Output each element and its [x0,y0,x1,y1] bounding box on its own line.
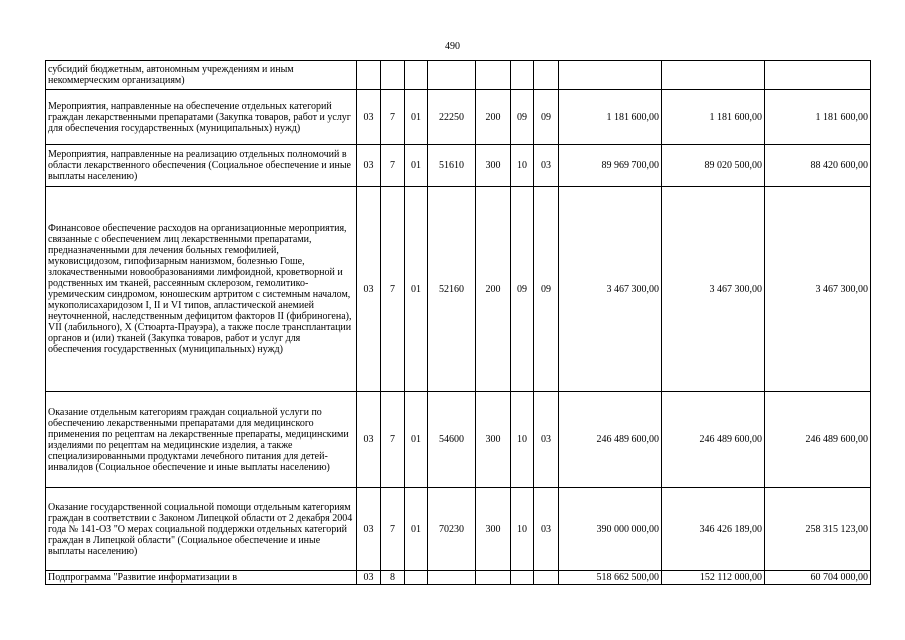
table-row [46,90,871,145]
code-cell: 03 [357,488,381,571]
amount-cell: 89 969 700,00 [559,145,662,187]
table-body [46,61,871,585]
amount-cell: 346 426 189,00 [662,488,765,571]
amount-cell: 89 020 500,00 [662,145,765,187]
code-cell: 54600 [428,392,476,488]
code-cell: 03 [534,392,559,488]
code-cell [476,61,511,90]
code-cell: 01 [405,90,428,145]
code-cell: 03 [534,488,559,571]
row-name: Финансовое обеспечение расходов на организационные мероприятия, связанные с обеспечением лиц лекарственными препаратами, предназначенными для лечения больных гемофилией, муковисцидозом, гипофизарным нанизмом, болезнью Гоше, злокачественными новообразованиями лимфоидной, кроветворной и родственных им тканей, рассеянным склерозом, гемолитико-уремическим синдромом, юношеским артритом с системным началом, мукополисахаридозом I, II и VI типов, апластической анемией неуточненной, наследственным дефицитом факторов II (фибриногена), VII (лабильного), X (Стюарта-Прауэра), а также после трансплантации органов и (или) тканей (Закупка товаров, работ и услуг для обеспечения государственных (муниципальных) нужд) [46,187,357,392]
code-cell: 7 [381,488,405,571]
code-cell [405,571,428,585]
budget-table [45,60,871,585]
code-cell: 200 [476,187,511,392]
code-cell: 10 [511,145,534,187]
table-row [46,571,871,585]
amount-cell: 3 467 300,00 [662,187,765,392]
code-cell: 8 [381,571,405,585]
page-number: 490 [445,41,460,52]
amount-cell [662,61,765,90]
code-cell: 01 [405,187,428,392]
code-cell: 300 [476,488,511,571]
amount-cell: 60 704 000,00 [765,571,871,585]
code-cell: 7 [381,90,405,145]
code-cell: 22250 [428,90,476,145]
code-cell: 03 [357,145,381,187]
code-cell: 300 [476,145,511,187]
code-cell: 7 [381,145,405,187]
code-cell: 10 [511,488,534,571]
code-cell: 01 [405,145,428,187]
code-cell [511,571,534,585]
code-cell: 51610 [428,145,476,187]
row-name: Мероприятия, направленные на обеспечение отдельных категорий граждан лекарственными препаратами (Закупка товаров, работ и услуг для обеспечения государственных (муниципальных) нужд) [46,90,357,145]
amount-cell [559,61,662,90]
amount-cell: 518 662 500,00 [559,571,662,585]
row-name: Оказание государственной социальной помощи отдельным категориям граждан в соответствии с Законом Липецкой области от 2 декабря 2004 года № 141-ОЗ "О мерах социальной поддержки отдельных категорий граждан в Липецкой области" (Социальное обеспечение и иные выплаты населению) [46,488,357,571]
code-cell: 09 [511,187,534,392]
code-cell: 03 [357,392,381,488]
code-cell [357,61,381,90]
table-row [46,187,871,392]
amount-cell: 246 489 600,00 [662,392,765,488]
amount-cell: 246 489 600,00 [765,392,871,488]
code-cell [381,61,405,90]
code-cell: 01 [405,392,428,488]
code-cell [428,61,476,90]
row-name: Подпрограмма "Развитие информатизации в [46,571,357,585]
amount-cell: 1 181 600,00 [765,90,871,145]
row-name: Мероприятия, направленные на реализацию отдельных полномочий в области лекарственного обеспечения (Социальное обеспечение и иные выплаты населению) [46,145,357,187]
code-cell: 09 [511,90,534,145]
amount-cell: 246 489 600,00 [559,392,662,488]
code-cell: 03 [534,145,559,187]
amount-cell: 3 467 300,00 [559,187,662,392]
code-cell: 7 [381,392,405,488]
code-cell: 03 [357,571,381,585]
code-cell: 52160 [428,187,476,392]
amount-cell: 88 420 600,00 [765,145,871,187]
code-cell: 200 [476,90,511,145]
table-row [46,392,871,488]
code-cell: 03 [357,187,381,392]
code-cell: 09 [534,187,559,392]
amount-cell [765,61,871,90]
code-cell: 10 [511,392,534,488]
table-row [46,61,871,90]
code-cell [428,571,476,585]
code-cell: 09 [534,90,559,145]
table-row [46,488,871,571]
code-cell [534,61,559,90]
amount-cell: 390 000 000,00 [559,488,662,571]
amount-cell: 1 181 600,00 [559,90,662,145]
code-cell [405,61,428,90]
code-cell: 01 [405,488,428,571]
row-name: субсидий бюджетным, автономным учреждениям и иным некоммерческим организациям) [46,61,357,90]
row-name: Оказание отдельным категориям граждан социальной услуги по обеспечению лекарственными препаратами для медицинского применения по рецептам на лекарственные препараты, медицинскими изделиями по рецептам на медицинские изделия, а также специализированными продуктами лечебного питания для детей-инвалидов (Социальное обеспечение и иные выплаты населению) [46,392,357,488]
amount-cell: 3 467 300,00 [765,187,871,392]
code-cell [476,571,511,585]
code-cell: 7 [381,187,405,392]
code-cell: 70230 [428,488,476,571]
code-cell [511,61,534,90]
code-cell: 03 [357,90,381,145]
amount-cell: 152 112 000,00 [662,571,765,585]
amount-cell: 1 181 600,00 [662,90,765,145]
code-cell [534,571,559,585]
code-cell: 300 [476,392,511,488]
amount-cell: 258 315 123,00 [765,488,871,571]
table-row [46,145,871,187]
